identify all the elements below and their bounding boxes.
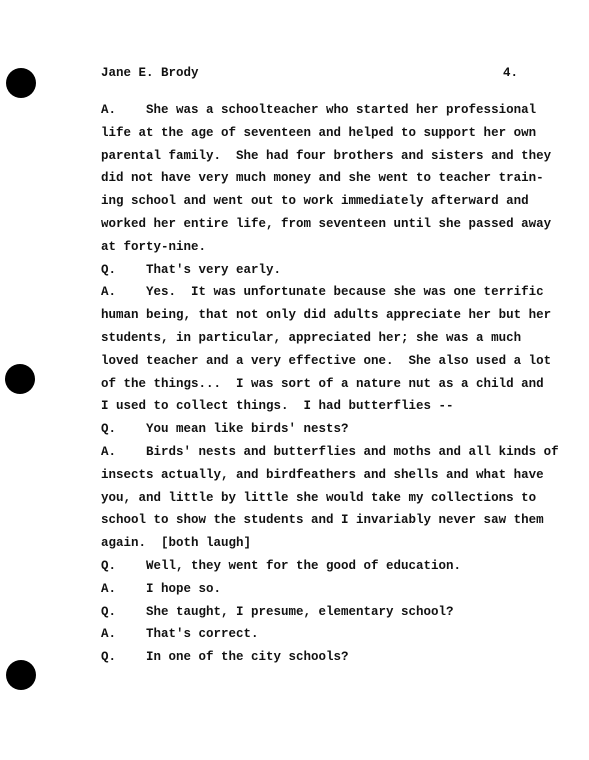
text-line: you, and little by little she would take my collections to (101, 490, 537, 505)
transcript-body (101, 99, 561, 669)
punch-hole (6, 68, 36, 98)
text-line: life at the age of seventeen and helped to support her own (101, 125, 537, 140)
text-line: students, in particular, appreciated her; she was a much (101, 330, 522, 345)
text-line: Q. That's very early. (101, 262, 282, 277)
text-line: school to show the students and I invariably never saw them (101, 513, 544, 528)
text-line: of the things... I was sort of a nature nut as a child and (101, 376, 544, 391)
text-line: at forty-nine. (101, 239, 207, 254)
page-number: 4. (503, 66, 519, 80)
text-line: A. That's correct. (101, 627, 259, 642)
text-line: Q. In one of the city schools? (101, 650, 349, 665)
text-line: parental family. She had four brothers and sisters and they (101, 148, 552, 163)
text-line: human being, that not only did adults appreciate her but her (101, 308, 552, 323)
text-line: Q. She taught, I presume, elementary school? (101, 604, 454, 619)
text-line: Q. Well, they went for the good of education. (101, 558, 462, 573)
text-line: A. I hope so. (101, 581, 222, 596)
punch-hole (6, 660, 36, 690)
text-line: A. Yes. It was unfortunate because she was one terrific (101, 285, 544, 300)
text-line: ing school and went out to work immediately afterward and (101, 194, 529, 209)
text-line: A. Birds' nests and butterflies and moths and all kinds of (101, 444, 559, 459)
text-line: I used to collect things. I had butterflies -- (101, 399, 454, 414)
text-line: insects actually, and birdfeathers and shells and what have (101, 467, 544, 482)
text-line: worked her entire life, from seventeen until she passed away (101, 216, 552, 231)
text-line: loved teacher and a very effective one. She also used a lot (101, 353, 552, 368)
page-header-name: Jane E. Brody (101, 66, 199, 80)
text-line: A. She was a schoolteacher who started her professional (101, 103, 537, 117)
text-line: again. [both laugh] (101, 536, 252, 551)
text-line: Q. You mean like birds' nests? (101, 422, 349, 437)
punch-hole (5, 364, 35, 394)
text-line: did not have very much money and she went to teacher train- (101, 171, 544, 186)
